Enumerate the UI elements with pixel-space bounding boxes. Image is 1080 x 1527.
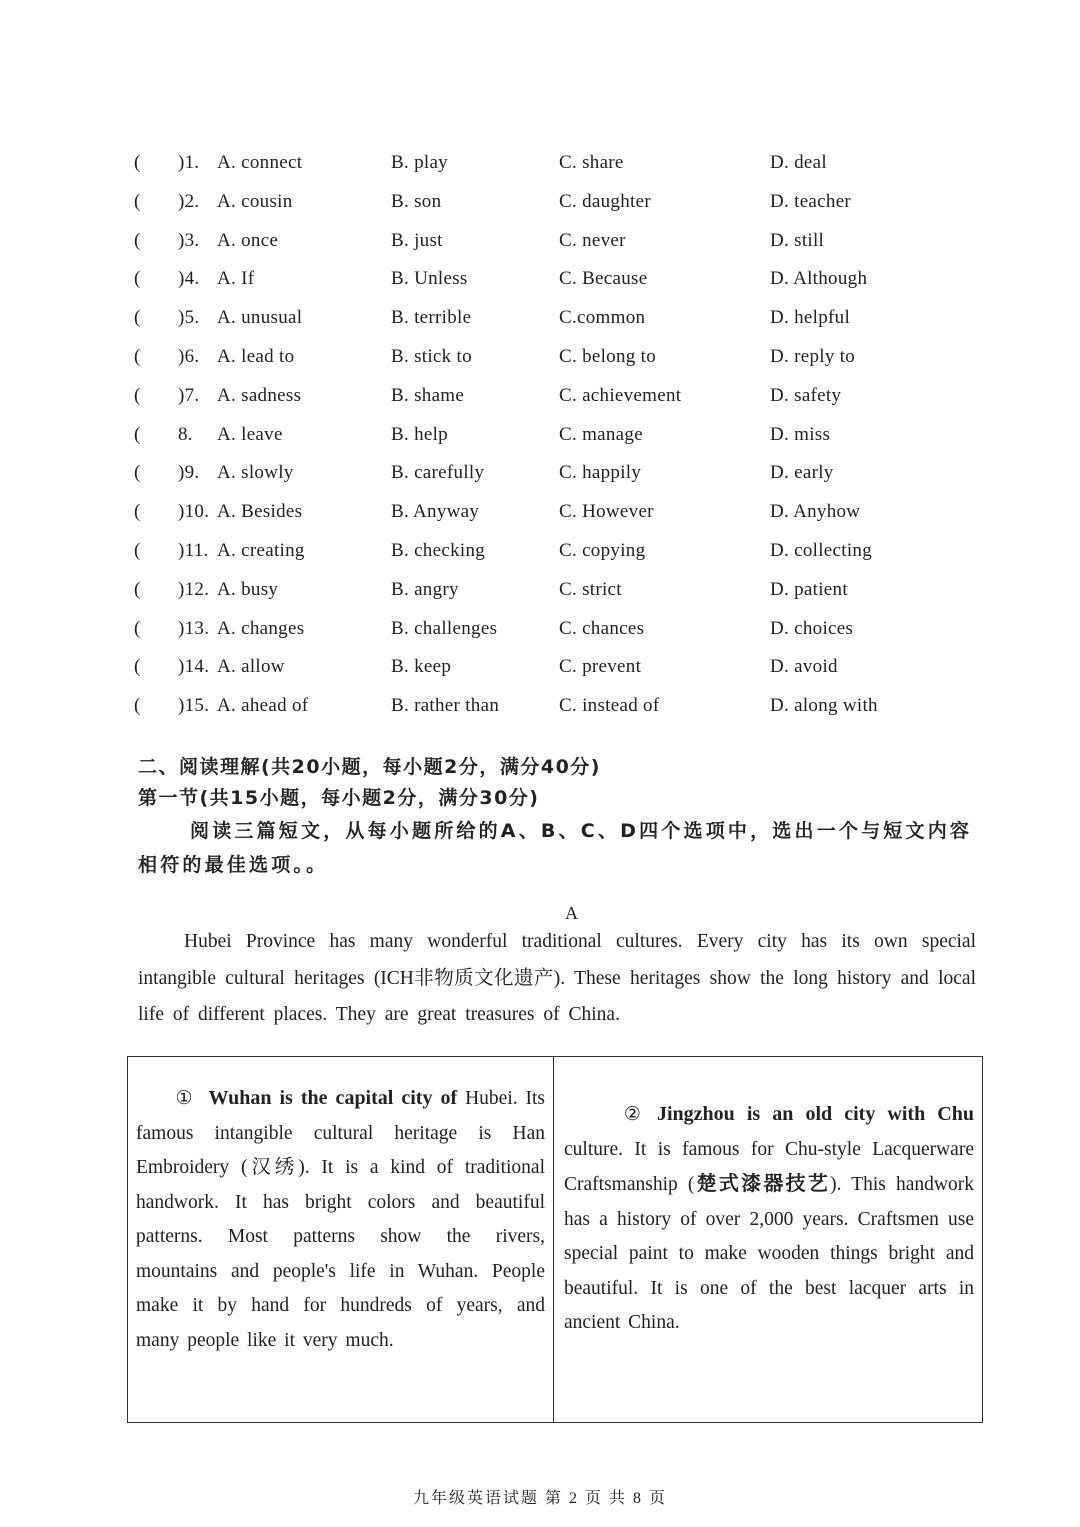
question-number: )9. <box>178 462 200 484</box>
question-row <box>130 532 930 571</box>
answer-blank: ( <box>134 656 141 678</box>
question-number: )13. <box>178 617 210 639</box>
wuhan-body: Hubei. Its famous intangible cultural heritage is Han Embroidery (汉绣). It is a kind of traditional handwork. It has bright colors and beautiful patterns. Most patterns show the rivers, mountains and people's life in Wuhan. People make it by hand for hundreds of years, and many people like it very much. <box>136 1088 546 1351</box>
option-c: C. achievement <box>559 384 682 406</box>
answer-blank: ( <box>134 462 141 484</box>
cloze-options-list <box>130 144 930 726</box>
option-b: B. carefully <box>391 462 485 484</box>
option-c: C. copying <box>559 539 646 561</box>
jingzhou-body-end: ). This handwork has a history of over 2,000 years. Craftsmen use special paint to make wooden things bright and beautiful. It is one of the best lacquer arts in ancient China. <box>564 1174 975 1333</box>
option-c: C.common <box>559 307 646 329</box>
option-d: D. helpful <box>770 307 851 329</box>
option-a: A. once <box>217 229 279 251</box>
option-a: A. changes <box>217 617 305 639</box>
answer-blank: ( <box>134 190 141 212</box>
question-number: )3. <box>178 229 200 251</box>
option-c: C. happily <box>559 462 642 484</box>
heritage-table <box>127 1056 983 1423</box>
option-b: B. son <box>391 190 442 212</box>
answer-blank: ( <box>134 152 141 173</box>
option-d: D. patient <box>770 578 848 600</box>
question-number: 8. <box>178 423 193 445</box>
option-d: D. collecting <box>770 539 873 561</box>
option-c: C. Because <box>559 268 648 290</box>
option-b: B. Anyway <box>391 501 480 523</box>
jingzhou-body-start: culture. It is famous for Chu-style Lacquerware Craftsmanship ( <box>564 1138 974 1195</box>
question-number: )4. <box>178 268 200 290</box>
marker-2: ② <box>623 1103 645 1125</box>
section-instruction: 阅读三篇短文，从每小题所给的A、B、C、D四个选项中，选出一个与短文内容相符的最佳选项。。 <box>138 820 973 876</box>
option-b: B. challenges <box>391 617 498 639</box>
question-number: )12. <box>178 578 210 600</box>
passage-intro: Hubei Province has many wonderful traditional cultures. Every city has its own special intangible cultural heritages (ICH非物质文化遗产). These heritages show the long history and local life of different places. They are great treasures of China. <box>138 931 976 1025</box>
question-row <box>130 183 930 222</box>
option-d: D. Anyhow <box>770 501 861 523</box>
option-b: B. shame <box>391 384 465 406</box>
option-b: B. rather than <box>391 695 500 717</box>
option-a: A. cousin <box>217 190 293 212</box>
option-d: D. safety <box>770 384 842 406</box>
section-heading: 二、阅读理解(共20小题，每小题2分，满分40分) <box>138 756 601 778</box>
option-b: B. checking <box>391 539 486 561</box>
option-d: D. miss <box>770 423 831 445</box>
option-a: A. connect <box>217 152 303 173</box>
option-a: A. leave <box>217 423 283 445</box>
option-a: A. If <box>217 268 255 290</box>
option-d: D. along with <box>770 695 878 717</box>
option-a: A. ahead of <box>217 695 309 717</box>
question-row <box>130 144 930 183</box>
reading-section <box>138 752 988 882</box>
table-cell-jingzhou <box>554 1057 982 1422</box>
question-row <box>130 377 930 416</box>
option-a: A. creating <box>217 539 305 561</box>
option-a: A. allow <box>217 656 285 678</box>
option-b: B. terrible <box>391 307 472 329</box>
option-d: D. early <box>770 462 834 484</box>
marker-1: ① <box>175 1087 193 1109</box>
page-footer: 九年级英语试题 第 2 页 共 8 页 <box>412 1490 667 1507</box>
jingzhou-title: Jingzhou is an old city with Chu <box>656 1103 974 1125</box>
question-number: )6. <box>178 345 200 367</box>
option-d: D. choices <box>770 617 854 639</box>
answer-blank: ( <box>134 307 141 329</box>
option-a: A. slowly <box>217 462 294 484</box>
question-number: )2. <box>178 190 200 212</box>
answer-blank: ( <box>134 345 141 367</box>
option-c: C. However <box>559 501 654 523</box>
answer-blank: ( <box>134 578 141 600</box>
option-d: D. avoid <box>770 656 838 678</box>
wuhan-text <box>136 1081 545 1358</box>
answer-blank: ( <box>134 539 141 561</box>
passage-label: A <box>565 903 578 923</box>
question-row <box>130 493 930 532</box>
jingzhou-body-bold: 楚式漆器技艺 <box>694 1173 831 1195</box>
option-a: A. unusual <box>217 307 303 329</box>
question-row <box>130 416 930 455</box>
question-row <box>130 648 930 687</box>
option-c: C. share <box>559 152 624 173</box>
option-c: C. daughter <box>559 190 651 212</box>
question-number: )15. <box>178 695 210 717</box>
option-b: B. angry <box>391 578 459 600</box>
answer-blank: ( <box>134 384 141 406</box>
answer-blank: ( <box>134 617 141 639</box>
question-number: )14. <box>178 656 210 678</box>
option-d: D. reply to <box>770 345 856 367</box>
option-c: C. manage <box>559 423 643 445</box>
question-row <box>130 610 930 649</box>
question-row <box>130 571 930 610</box>
answer-blank: ( <box>134 229 141 251</box>
option-b: B. keep <box>391 656 452 678</box>
answer-blank: ( <box>134 695 141 717</box>
answer-blank: ( <box>134 268 141 290</box>
option-b: B. play <box>391 152 448 173</box>
option-d: D. Although <box>770 268 868 290</box>
option-b: B. just <box>391 229 443 251</box>
option-a: A. lead to <box>217 345 295 367</box>
option-c: C. instead of <box>559 695 660 717</box>
table-cell-wuhan <box>128 1057 554 1422</box>
option-c: C. strict <box>559 578 622 600</box>
section-subheading: 第一节(共15小题，每小题2分，满分30分) <box>138 787 540 809</box>
question-row <box>130 454 930 493</box>
option-b: B. help <box>391 423 448 445</box>
option-a: A. sadness <box>217 384 302 406</box>
option-a: A. Besides <box>217 501 303 523</box>
question-row <box>130 687 930 726</box>
option-c: C. chances <box>559 617 645 639</box>
option-c: C. never <box>559 229 626 251</box>
jingzhou-text <box>564 1097 974 1341</box>
question-row <box>130 222 930 261</box>
question-row <box>130 299 930 338</box>
question-row <box>130 338 930 377</box>
option-d: D. still <box>770 229 825 251</box>
option-d: D. deal <box>770 152 827 173</box>
option-c: C. prevent <box>559 656 642 678</box>
answer-blank: ( <box>134 423 141 445</box>
question-number: )7. <box>178 384 200 406</box>
option-a: A. busy <box>217 578 279 600</box>
wuhan-title: Wuhan is the capital city of <box>208 1087 458 1109</box>
question-row <box>130 260 930 299</box>
question-number: )5. <box>178 307 200 329</box>
option-d: D. teacher <box>770 190 852 212</box>
question-number: )11. <box>178 539 209 561</box>
question-number: )1. <box>178 152 200 173</box>
option-c: C. belong to <box>559 345 657 367</box>
question-number: )10. <box>178 501 210 523</box>
option-b: B. Unless <box>391 268 468 290</box>
answer-blank: ( <box>134 501 141 523</box>
option-b: B. stick to <box>391 345 472 367</box>
